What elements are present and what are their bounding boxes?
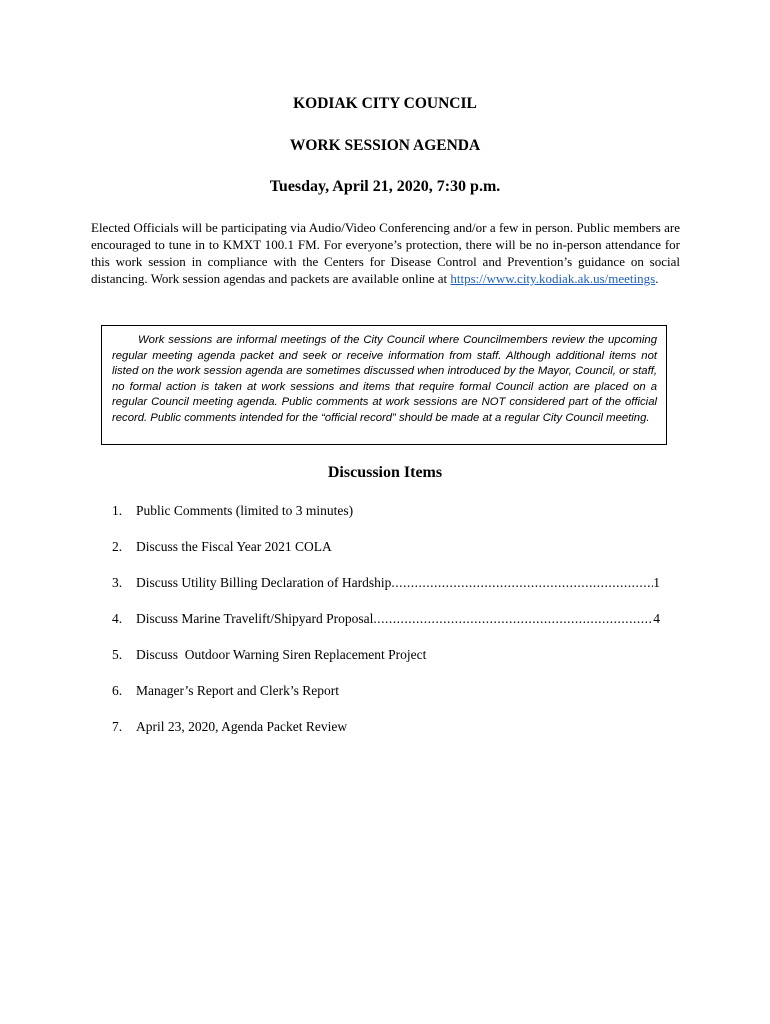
meeting-date: Tuesday, April 21, 2020, 7:30 p.m. [269,178,501,195]
item-number: 1. [112,503,123,518]
document-title: WORK SESSION AGENDA [289,137,481,154]
discussion-item-3 [112,574,660,610]
discussion-items-heading: Discussion Items [327,464,443,481]
dot-leader [373,610,653,628]
item-label: Manager’s Report and Clerk’s Report [136,683,339,698]
item-label: Discuss Outdoor Warning Siren Replacement Project [136,647,427,662]
discussion-item-6 [112,682,660,718]
item-label: Discuss Marine Travelift/Shipyard Proposal [136,611,374,626]
item-number: 4. [112,611,123,626]
item-number: 6. [112,683,123,698]
council-name: KODIAK CITY COUNCIL [293,95,477,112]
discussion-item-2 [112,538,660,574]
item-label: Public Comments (limited to 3 minutes) [136,503,354,518]
item-number: 3. [112,575,123,590]
intro-text: Elected Officials will be participating via Audio/Video Conferencing and/or a few in person. Public members are encouraged to tune in to KMXT 100.1 FM. For everyone’s protection, there will be no in-person attendance for this work session in compliance with the Centers for Disease Control and Prevention’s guidance on social distancing. Work session agendas and packets are available online at [91,220,680,286]
item-page-number: 1 [653,575,660,590]
discussion-item-5 [112,646,660,682]
intro-paragraph [91,219,680,287]
discussion-item-1 [112,502,660,538]
item-number: 2. [112,539,123,554]
item-number: 7. [112,719,123,734]
intro-end: . [655,271,659,286]
item-label: Discuss Utility Billing Declaration of Hardship [136,575,392,590]
item-page-number: 4 [653,611,660,626]
meetings-link[interactable]: https://www.city.kodiak.ak.us/meetings [450,271,656,286]
dot-leader [391,574,653,592]
notice-text: Work sessions are informal meetings of the City Council where Councilmembers review the upcoming regular meeting agenda packet and seek or receive information from staff. Although additional items not listed on the work session agenda are sometimes discussed when introduced by the Mayor, Council, or staff, no formal action is taken at work sessions and items that require formal Council action are placed on a regular Council meeting agenda. Public comments at work sessions are NOT considered part of the official record. Public comments intended for the “official record” should be made at a regular City Council meeting. [112,334,657,424]
item-number: 5. [112,647,123,662]
discussion-item-4 [112,610,660,646]
discussion-items-list [112,502,660,754]
item-label: Discuss the Fiscal Year 2021 COLA [136,539,332,554]
item-label: April 23, 2020, Agenda Packet Review [136,719,348,734]
work-session-notice-box [101,325,667,445]
discussion-item-7 [112,718,660,754]
